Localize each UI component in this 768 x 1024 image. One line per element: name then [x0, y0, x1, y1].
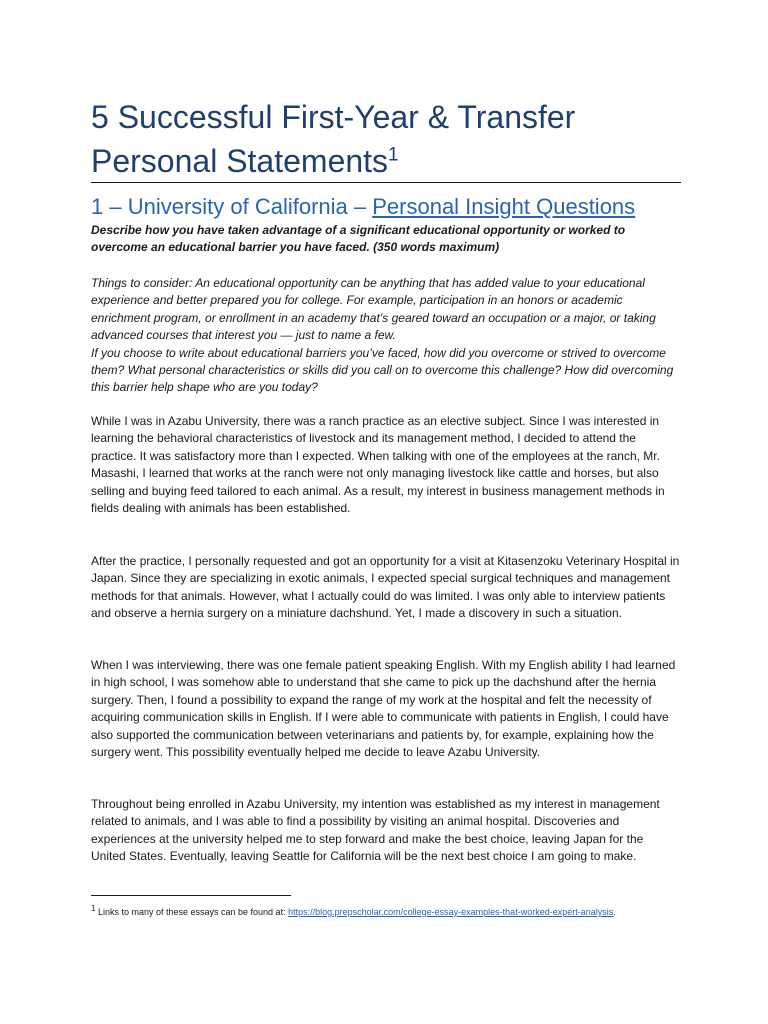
footnote-divider	[91, 895, 291, 896]
essay-paragraph-1: While I was in Azabu University, there was a ranch practice as an elective subject. Since I was interested in learning the behavioral characteristics of livestock and its management method, I decided to attend the practice. It was satisfactory more than I expected. When talking with one of the employees at the ranch, Mr. Masashi, I learned that works at the ranch were not only managing livestock like cattle and horses, but also selling and buying feed tailored to each animal. As a result, my interest in business management methods in fields dealing with animals has been established.	[91, 414, 665, 516]
footnote-marker: 1	[91, 904, 96, 913]
essay-paragraph-3: When I was interviewing, there was one female patient speaking English. With my English ability I had learned in high school, I was somehow able to understand that she came to pick up the dachshund after the hernia surgery. Then, I found a possibility to expand the range of my work at the hospital and felt the necessity of acquiring communication skills in English. If I were able to communicate with patients in English, I could have also supported the communication between veterinarians and patients by, for example, explaining how the surgery went. This possibility eventually helped me decide to leave Azabu University.	[91, 658, 676, 760]
section-heading-prefix: 1 – University of California –	[91, 194, 373, 219]
footnote-text: Links to many of these essays can be found at:	[95, 907, 289, 917]
footnote-link[interactable]: https://blog.prepscholar.com/college-essay-examples-that-worked-expert-analysis	[288, 907, 614, 917]
personal-insight-questions-link[interactable]: Personal Insight Questions	[372, 194, 636, 219]
things-to-consider-part-2: If you choose to write about educational barriers you’ve faced, how did you overcome or strived to overcome them? What personal characteristics or skills did you call on to overcome this challenge? How did overcoming this barrier help shape who are you today?	[91, 345, 674, 395]
things-to-consider-part-1: Things to consider: An educational opportunity can be anything that has added value to your educational experience and better prepared you for college. For example, participation in an honors or academic enrichment program, or enrollment in an academy that’s geared toward an occupation or a major, or taking advanced courses that interest you — just to name a few.	[91, 276, 656, 343]
title-line-1: 5 Successful First-Year & Transfer	[91, 99, 576, 135]
essay-prompt: Describe how you have taken advantage of a significant educational opportunity or worked to overcome an educational barrier you have faced. (350 words maximum)	[91, 223, 626, 255]
title-footnote-marker[interactable]: 1	[388, 144, 399, 166]
title-line-2: Personal Statements	[91, 143, 389, 179]
title-divider	[91, 182, 681, 183]
section-heading	[91, 192, 691, 222]
essay-paragraph-4: Throughout being enrolled in Azabu University, my intention was established as my interest in management related to animals, and I was able to find a possibility by visiting an animal hospital. Discoveries and experiences at the university helped me to step forward and make the best choice, leaving Japan for the United States. Eventually, leaving Seattle for California will be the next best choice I am going to make.	[91, 797, 660, 864]
document-title	[91, 95, 681, 183]
essay-paragraph-2: After the practice, I personally requested and got an opportunity for a visit at Kitasenzoku Veterinary Hospital in Japan. Since they are specializing in exotic animals, I expected special surgical techniques and management methods for that animals. However, what I actually could do was limited. I was only able to interview patients and observe a hernia surgery on a miniature dachshund. Yet, I made a discovery in such a situation.	[91, 554, 680, 621]
footnote-trailing: .	[613, 907, 616, 917]
things-to-consider	[91, 275, 681, 397]
footnote	[91, 902, 691, 919]
